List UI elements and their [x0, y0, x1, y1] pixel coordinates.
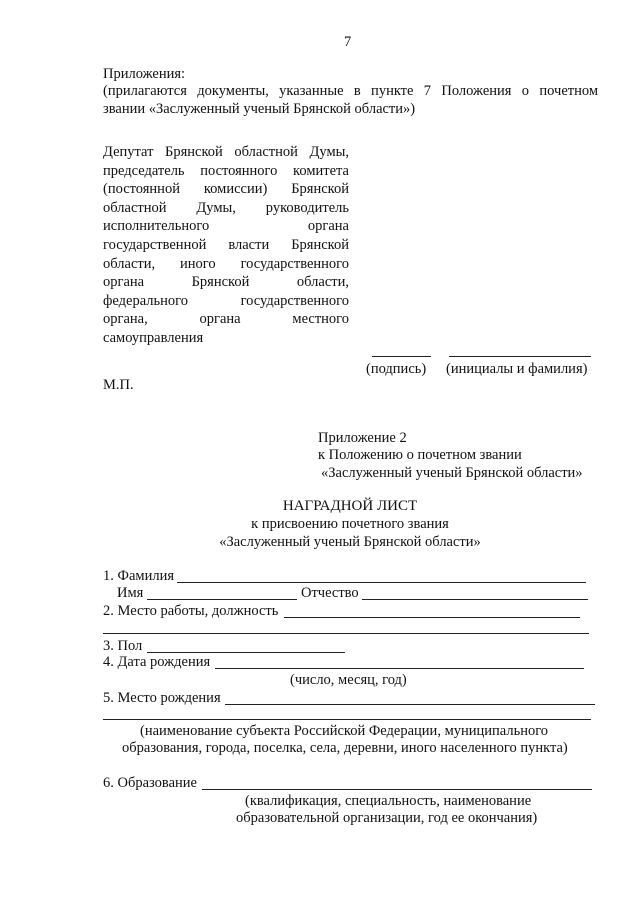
- attachments-heading: Приложения:: [103, 66, 186, 82]
- attachments-line-2: звании «Заслуженный ученый Брянской области»): [103, 101, 416, 117]
- name-field[interactable]: [147, 599, 297, 600]
- appendix-header-line-3: «Заслуженный ученый Брянской области»: [321, 465, 583, 481]
- sex-field[interactable]: [147, 652, 345, 653]
- stamp-label: М.П.: [103, 377, 134, 393]
- birth-date-field[interactable]: [215, 668, 584, 669]
- signatory-line: области, иного государственного: [103, 255, 349, 272]
- birth-place-field[interactable]: [225, 704, 595, 705]
- signature-line: [372, 356, 431, 357]
- birth-date-hint: (число, месяц, год): [290, 672, 407, 688]
- name-line: [449, 356, 591, 357]
- signatory-line: председатель постоянного комитета: [103, 162, 349, 179]
- birth-place-field-continuation[interactable]: [103, 719, 591, 720]
- education-hint-2: образовательной организации, год ее окончания): [236, 810, 538, 826]
- workplace-label: 2. Место работы, должность: [103, 603, 279, 619]
- patronymic-field[interactable]: [362, 599, 588, 600]
- form-subtitle-2: «Заслуженный ученый Брянской области»: [219, 534, 481, 550]
- signatory-line: государственной власти Брянской: [103, 236, 349, 253]
- name-caption: (инициалы и фамилия): [446, 361, 588, 377]
- attachments-line-1: (прилагаются документы, указанные в пункте 7 Положения о почетном: [103, 83, 598, 99]
- education-field[interactable]: [202, 789, 592, 790]
- form-title: НАГРАДНОЙ ЛИСТ: [282, 498, 418, 514]
- name-label: Имя: [117, 585, 144, 601]
- signatory-line: исполнительного органа: [103, 218, 349, 235]
- appendix-header-line-2: к Положению о почетном звании: [318, 447, 522, 463]
- workplace-field[interactable]: [284, 617, 580, 618]
- education-label: 6. Образование: [103, 775, 197, 791]
- birth-place-label: 5. Место рождения: [103, 690, 221, 706]
- signatory-line: Депутат Брянской областной Думы,: [103, 144, 349, 160]
- signatory-line: областной Думы, руководитель: [103, 199, 349, 216]
- patronymic-label: Отчество: [301, 585, 359, 601]
- birth-place-hint-1: (наименование субъекта Российской Федерации, муниципального: [140, 723, 549, 739]
- surname-field[interactable]: [177, 582, 586, 583]
- signature-caption: (подпись): [366, 361, 427, 377]
- signatory-line: органа Брянской области,: [103, 274, 349, 291]
- education-hint-1: (квалификация, специальность, наименование: [245, 793, 532, 809]
- signatory-line: органа, органа местного: [103, 311, 349, 328]
- signatory-line: (постоянной комиссии) Брянской: [103, 181, 349, 198]
- form-subtitle-1: к присвоению почетного звания: [251, 516, 449, 532]
- signatory-line: самоуправления: [103, 329, 204, 346]
- birth-date-label: 4. Дата рождения: [103, 654, 211, 670]
- signatory-line: федерального государственного: [103, 292, 349, 309]
- surname-label: 1. Фамилия: [103, 568, 174, 584]
- sex-label: 3. Пол: [103, 638, 143, 654]
- page-number: 7: [344, 34, 352, 50]
- workplace-field-continuation[interactable]: [103, 633, 589, 634]
- appendix-header-line-1: Приложение 2: [318, 430, 407, 446]
- signatory-block: [103, 144, 349, 349]
- birth-place-hint-2: образования, города, поселка, села, деревни, иного населенного пункта): [122, 740, 568, 756]
